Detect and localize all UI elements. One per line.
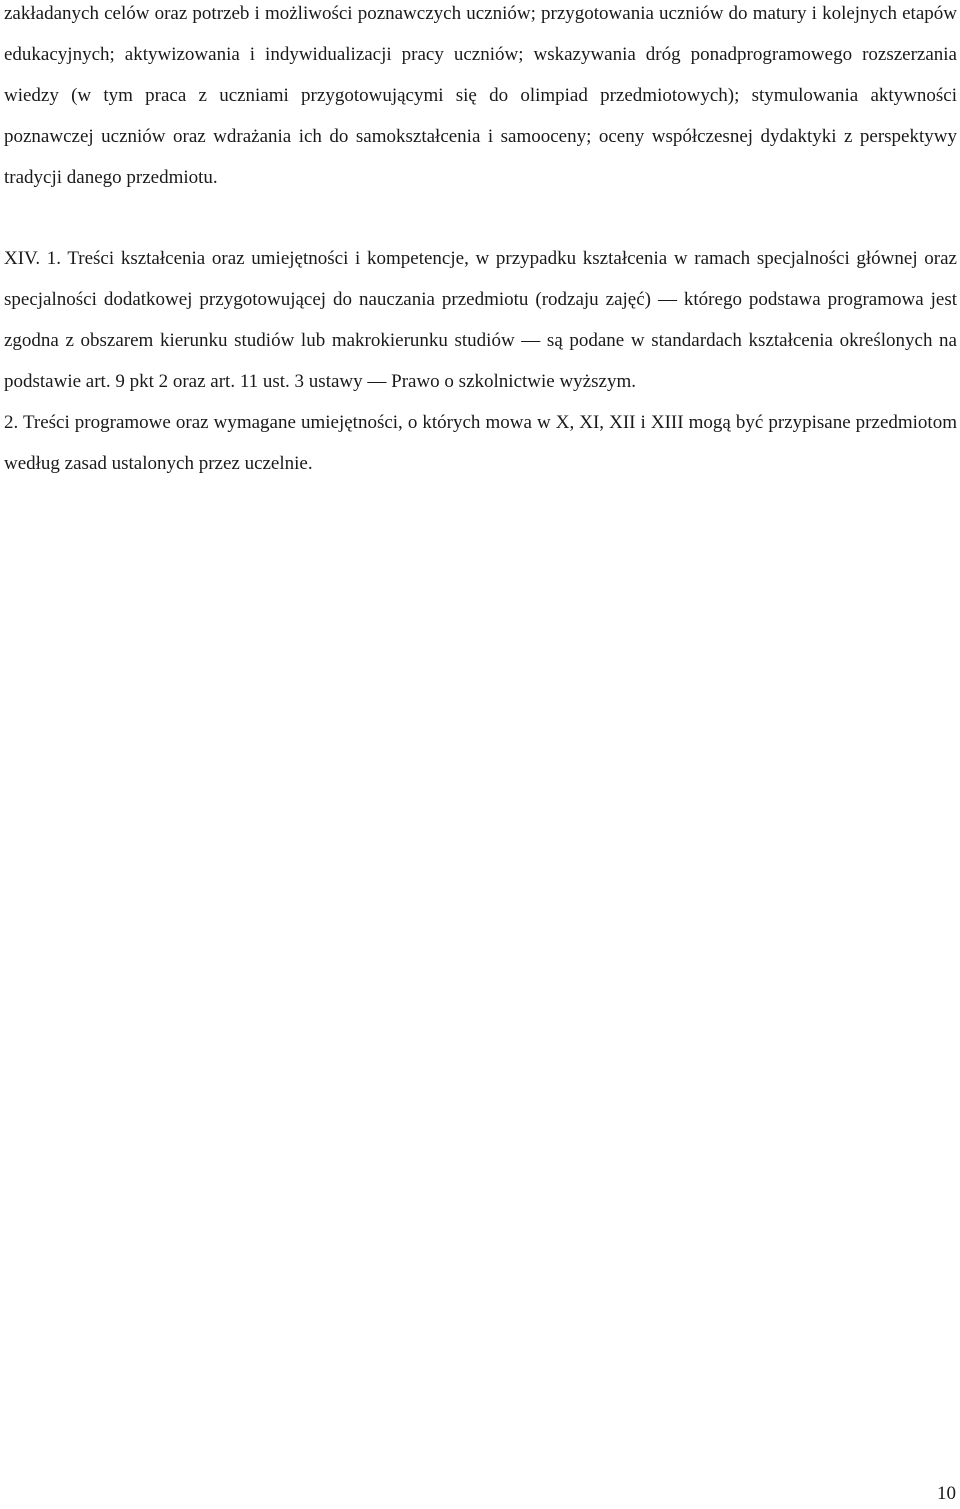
document-body <box>4 0 957 484</box>
page-number: 10 <box>937 1483 956 1504</box>
paragraph-teaching-goals: zakładanych celów oraz potrzeb i możliwości poznawczych uczniów; przygotowania uczniów do matury i kolejnych etapów edukacyjnych; aktywizowania i indywidualizacji pracy uczniów; wskazywania dróg ponadprogramowego rozszerzania wiedzy (w tym praca z uczniami przygotowującymi się do olimpiad przedmiotowych); stymulowania aktywności poznawczej uczniów oraz wdrażania ich do samokształcenia i samooceny; oceny współczesnej dydaktyki z perspektywy tradycji danego przedmiotu. <box>4 3 957 188</box>
paragraph-section-xiv-1: XIV. 1. Treści kształcenia oraz umiejętności i kompetencje, w przypadku kształcenia w ramach specjalności głównej oraz specjalności dodatkowej przygotowującej do nauczania przedmiotu (rodzaju zajęć) — którego podstawa programowa jest zgodna z obszarem kierunku studiów lub makrokierunku studiów — są podane w standardach kształcenia określonych na podstawie art. 9 pkt 2 oraz art. 11 ust. 3 ustawy — Prawo o szkolnictwie wyższym. <box>4 248 957 392</box>
paragraph-section-xiv-2: 2. Treści programowe oraz wymagane umiejętności, o których mowa w X, XI, XII i XIII mogą być przypisane przedmiotom według zasad ustalonych przez uczelnie. <box>4 412 957 474</box>
